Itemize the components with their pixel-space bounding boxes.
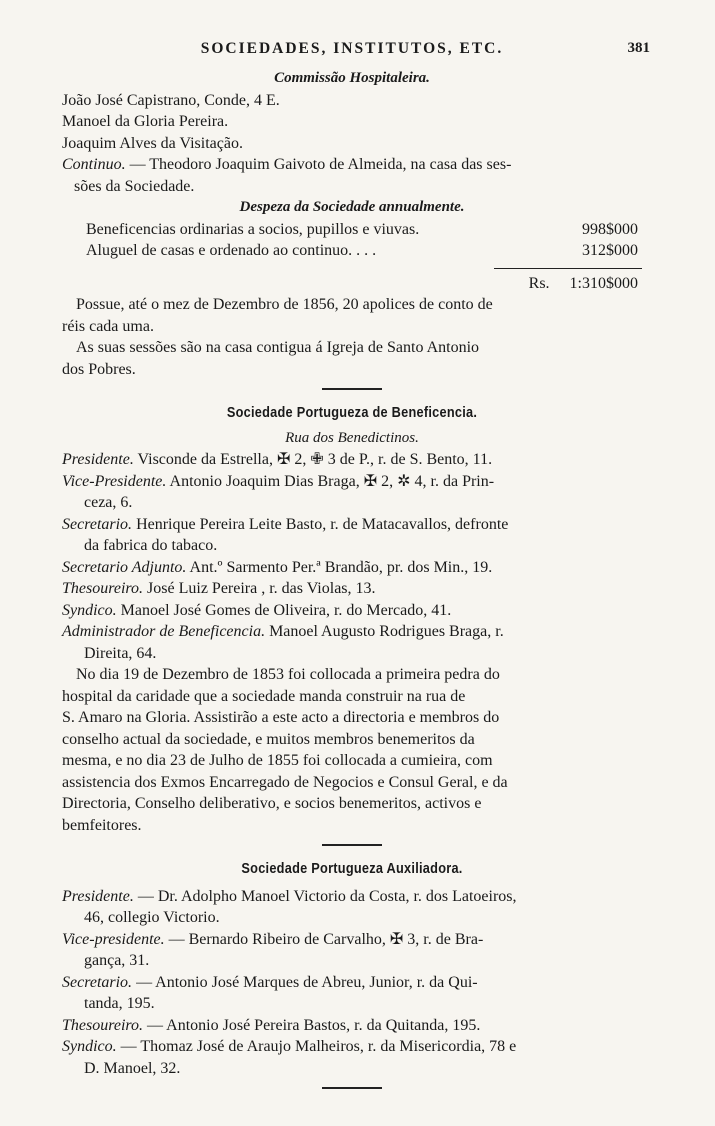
officer-text: — Thomaz José de Araujo Malheiros, r. da Misericordia, 78 e	[116, 1038, 517, 1055]
officer-entry	[62, 557, 642, 579]
beneficencia-address: Rua dos Benedictinos.	[285, 429, 419, 446]
officer-role: Administrador de Beneficencia.	[62, 623, 266, 640]
officer-entry	[62, 929, 642, 951]
continuo-text: — Theodoro Joaquim Gaivoto de Almeida, na casa das ses-	[125, 156, 512, 173]
officer-text: — Antonio José Marques de Abreu, Junior, r. da Qui-	[132, 973, 478, 991]
auxiliadora-officers	[62, 886, 642, 1080]
officer-role: Presidente.	[62, 887, 134, 905]
officer-text: Antonio Joaquim Dias Braga, ✠ 2, ✲ 4, r. da Prin-	[166, 472, 495, 490]
commissao-member: João José Capistrano, Conde, 4 E.	[62, 91, 280, 109]
beneficencia-officers	[62, 449, 642, 664]
officer-entry	[62, 449, 642, 471]
officer-entry	[62, 514, 642, 536]
officer-role: Vice-presidente.	[62, 930, 165, 948]
running-title: SOCIEDADES, INSTITUTOS, ETC.	[200, 40, 504, 57]
page-number: 381	[627, 40, 650, 56]
expense-row	[62, 219, 642, 241]
continuo-entry	[62, 154, 642, 176]
continuo-role: Continuo.	[62, 156, 126, 173]
officer-text: Henrique Pereira Leite Basto, r. de Matacavallos, defronte	[132, 515, 509, 533]
sessoes-line: dos Pobres.	[62, 360, 136, 378]
continuo-cont: sões da Sociedade.	[74, 177, 195, 195]
expense-label: Beneficencias ordinarias a socios, pupillos e viuvas.	[86, 220, 420, 238]
officer-cont: D. Manoel, 32.	[84, 1059, 181, 1077]
despeza-heading: Despeza da Sociedade annualmente.	[239, 199, 465, 215]
auxiliadora-title: Sociedade Portugueza Auxiliadora.	[241, 860, 463, 877]
total-rule	[494, 268, 642, 269]
officer-role: Secretario.	[62, 973, 133, 991]
officer-entry	[62, 1036, 642, 1058]
commissao-member: Manoel da Gloria Pereira.	[62, 113, 229, 130]
officer-entry	[62, 471, 642, 493]
commissao-member: Joaquim Alves da Visitação.	[62, 134, 243, 152]
total-label: Rs.	[528, 274, 550, 292]
officer-entry	[62, 621, 642, 643]
officer-role: Presidente.	[62, 451, 134, 468]
beneficencia-title: Sociedade Portugueza de Beneficencia.	[226, 404, 478, 421]
paragraph-line: hospital da caridade que a sociedade manda construir na rua de	[62, 687, 466, 705]
officer-role: Syndico.	[62, 601, 117, 619]
section-divider	[322, 844, 382, 846]
officer-entry	[62, 886, 642, 908]
expense-row	[62, 240, 642, 262]
possue-paragraph	[62, 294, 642, 316]
officer-cont: Direita, 64.	[84, 644, 157, 662]
officer-entry	[62, 578, 642, 600]
paragraph-line: conselho actual da sociedade, e muitos membros benemeritos da	[62, 730, 475, 748]
commissao-heading: Commissão Hospitaleira.	[274, 70, 430, 86]
officer-role: Secretario.	[62, 515, 133, 533]
document-page	[62, 38, 650, 1101]
section-divider	[322, 388, 382, 390]
officer-text: José Luiz Pereira , r. das Violas, 13.	[143, 580, 376, 597]
officer-role: Syndico.	[62, 1038, 117, 1055]
sessoes-line: As suas sessões são na casa contigua á Igreja de Santo Antonio	[76, 339, 480, 356]
officer-entry	[62, 1015, 642, 1037]
expense-amount: 998$000	[582, 220, 638, 238]
officer-cont: tanda, 195.	[84, 995, 155, 1012]
officer-entry	[62, 600, 642, 622]
officer-cont: 46, collegio Victorio.	[84, 909, 220, 926]
officer-role: Vice-Presidente.	[62, 472, 167, 490]
officer-text: — Antonio José Pereira Bastos, r. da Quitanda, 195.	[143, 1016, 481, 1034]
officer-text: Visconde da Estrella, ✠ 2, ✙ 3 de P., r. de S. Bento, 11.	[133, 451, 493, 468]
officer-text: — Dr. Adolpho Manoel Victorio da Costa, r. dos Latoeiros,	[133, 887, 517, 905]
officer-cont: da fabrica do tabaco.	[84, 537, 218, 554]
possue-line: Possue, até o mez de Dezembro de 1856, 20 apolices de conto de	[76, 296, 493, 313]
officer-cont: ceza, 6.	[84, 494, 133, 511]
paragraph-line: mesma, e no dia 23 de Julho de 1855 foi collocada a cumieira, com	[62, 752, 493, 769]
officer-text: Ant.º Sarmento Per.ª Brandão, pr. dos Min., 19.	[186, 558, 493, 576]
beneficencia-paragraph	[62, 664, 642, 836]
expense-label: Aluguel de casas e ordenado ao continuo. . . .	[86, 242, 377, 259]
paragraph-line: Directoria, Conselho deliberativo, e socios benemeritos, activos e	[62, 795, 482, 812]
expense-amount: 312$000	[582, 242, 638, 259]
paragraph-line: No dia 19 de Dezembro de 1853 foi collocada a primeira pedra do	[76, 666, 500, 683]
officer-entry	[62, 972, 642, 994]
officer-text: Manoel José Gomes de Oliveira, r. do Mercado, 41.	[116, 601, 452, 619]
officer-role: Thesoureiro.	[62, 580, 144, 597]
possue-line: réis cada uma.	[62, 317, 154, 335]
officer-role: Secretario Adjunto.	[62, 558, 187, 576]
paragraph-line: bemfeitores.	[62, 816, 142, 834]
paragraph-line: S. Amaro na Gloria. Assistirão a este acto a directoria e membros do	[62, 709, 500, 726]
expense-total	[62, 273, 642, 295]
section-divider	[322, 1087, 382, 1089]
officer-text: — Bernardo Ribeiro de Carvalho, ✠ 3, r. de Bra-	[164, 930, 484, 948]
officer-role: Thesoureiro.	[62, 1016, 144, 1034]
total-amount: 1:310$000	[569, 274, 638, 292]
officer-cont: gança, 31.	[84, 952, 150, 969]
running-header	[62, 38, 650, 68]
officer-text: Manoel Augusto Rodrigues Braga, r.	[265, 623, 504, 640]
paragraph-line: assistencia dos Exmos Encarregado de Negocios e Consul Geral, e da	[62, 773, 508, 791]
